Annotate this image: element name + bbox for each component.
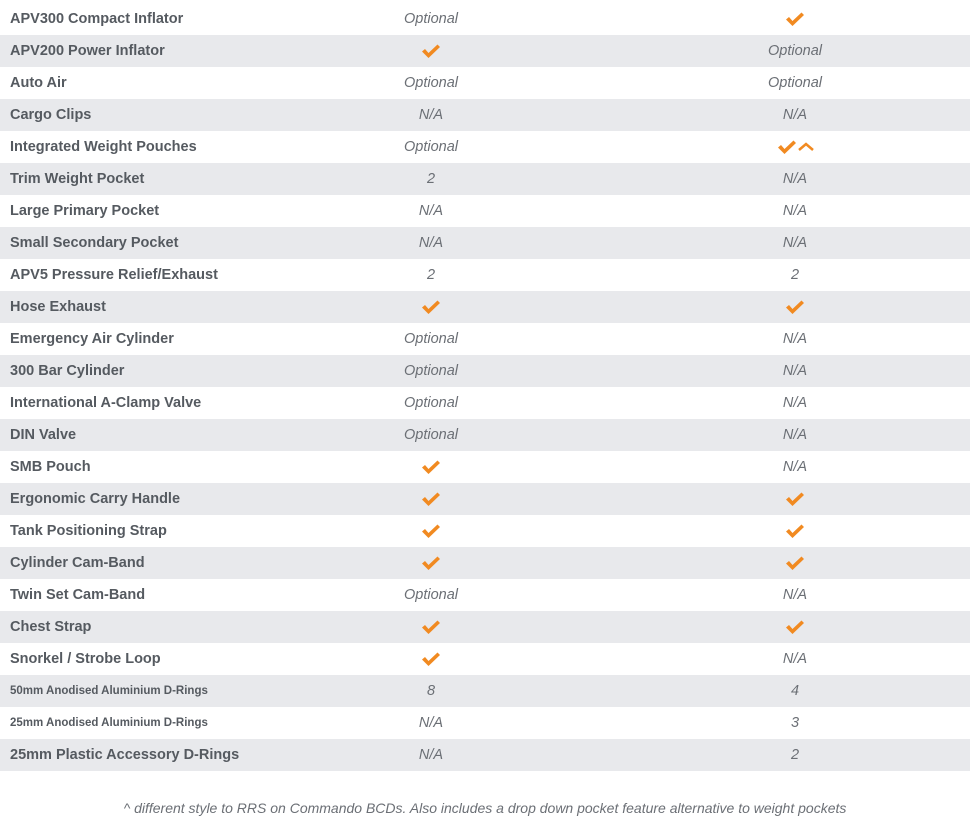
table-row: [0, 35, 970, 67]
table-row: [0, 643, 970, 675]
feature-label: International A-Clamp Valve: [10, 395, 202, 411]
second-column-value: Optional: [767, 43, 822, 59]
feature-label: APV200 Power Inflator: [10, 43, 165, 59]
second-column-value: N/A: [782, 203, 808, 219]
feature-label: Large Primary Pocket: [10, 203, 160, 219]
first-column-value: [330, 523, 532, 539]
feature-label: Cylinder Cam-Band: [10, 555, 145, 571]
second-column-value: N/A: [782, 395, 808, 411]
check-icon: [421, 619, 441, 635]
feature-label: Snorkel / Strobe Loop: [10, 651, 161, 667]
table-row: [0, 707, 970, 739]
second-column-value: N/A: [782, 363, 808, 379]
feature-label: Emergency Air Cylinder: [10, 331, 174, 347]
check-icon: [785, 619, 805, 635]
second-column-value: 2: [790, 747, 800, 763]
second-column-value: [694, 299, 896, 315]
first-column-value: [330, 43, 532, 59]
first-column-value: [330, 619, 532, 635]
feature-label: Ergonomic Carry Handle: [10, 491, 181, 507]
feature-label: Twin Set Cam-Band: [10, 587, 146, 603]
check-icon: [785, 491, 805, 507]
check-icon: [421, 43, 441, 59]
first-column-value: Optional: [403, 139, 458, 155]
second-column-value: N/A: [782, 107, 808, 123]
second-column-value: N/A: [782, 651, 808, 667]
check-icon: [785, 523, 805, 539]
first-column-value: Optional: [403, 11, 458, 27]
feature-label: Hose Exhaust: [10, 299, 106, 315]
second-column-value: Optional: [767, 75, 822, 91]
table-row: [0, 323, 970, 355]
table-row: [0, 451, 970, 483]
first-column-value: [330, 555, 532, 571]
check-icon: [785, 299, 805, 315]
first-column-value: N/A: [418, 715, 444, 731]
second-column-value: N/A: [782, 171, 808, 187]
check-icon: [421, 299, 441, 315]
check-icon: [777, 139, 797, 155]
table-row: [0, 355, 970, 387]
table-row: [0, 227, 970, 259]
check-icon: [421, 523, 441, 539]
first-column-value: [330, 299, 532, 315]
second-column-value: 4: [790, 683, 800, 699]
second-column-value: [694, 11, 896, 27]
table-row: [0, 195, 970, 227]
check-icon: [785, 11, 805, 27]
feature-label: 50mm Anodised Aluminium D-Rings: [10, 685, 208, 697]
second-column-value: 2: [790, 267, 800, 283]
table-row: [0, 675, 970, 707]
second-column-value: N/A: [782, 459, 808, 475]
feature-label: DIN Valve: [10, 427, 77, 443]
check-icon: [785, 555, 805, 571]
first-column-value: [330, 491, 532, 507]
first-column-value: [330, 459, 532, 475]
check-icon: [421, 459, 441, 475]
first-column-value: 2: [426, 171, 436, 187]
table-row: [0, 99, 970, 131]
check-icon: [421, 491, 441, 507]
feature-label: Chest Strap: [10, 619, 92, 635]
first-column-value: Optional: [403, 331, 458, 347]
feature-label: SMB Pouch: [10, 459, 91, 475]
second-column-value: [694, 491, 896, 507]
first-column-value: N/A: [418, 235, 444, 251]
feature-label: APV5 Pressure Relief/Exhaust: [10, 267, 218, 283]
first-column-value: Optional: [403, 75, 458, 91]
feature-label: Small Secondary Pocket: [10, 235, 179, 251]
first-column-value: Optional: [403, 587, 458, 603]
table-row: [0, 131, 970, 163]
second-column-value: N/A: [782, 331, 808, 347]
table-row: [0, 259, 970, 291]
table-row: [0, 739, 970, 771]
footnote: ^ different style to RRS on Commando BCDs. Also includes a drop down pocket feature alternative to weight pockets: [123, 800, 847, 816]
check-icon: [421, 555, 441, 571]
feature-label: Trim Weight Pocket: [10, 171, 145, 187]
feature-comparison-table: [0, 3, 970, 771]
first-column-value: [330, 651, 532, 667]
feature-label: Auto Air: [10, 75, 67, 91]
feature-label: Integrated Weight Pouches: [10, 139, 197, 155]
second-column-value: N/A: [782, 427, 808, 443]
feature-label: Cargo Clips: [10, 107, 92, 123]
second-column-value: N/A: [782, 235, 808, 251]
feature-label: 25mm Plastic Accessory D-Rings: [10, 747, 240, 763]
feature-label: Tank Positioning Strap: [10, 523, 167, 539]
table-row: [0, 3, 970, 35]
first-column-value: 2: [426, 267, 436, 283]
second-column-value: 3: [790, 715, 800, 731]
second-column-value: N/A: [782, 587, 808, 603]
check-icon: [421, 651, 441, 667]
first-column-value: N/A: [418, 203, 444, 219]
first-column-value: Optional: [403, 427, 458, 443]
second-column-value: [694, 619, 896, 635]
table-row: [0, 579, 970, 611]
caret-icon: [798, 142, 814, 152]
second-column-value: [694, 523, 896, 539]
table-row: [0, 387, 970, 419]
table-row: [0, 611, 970, 643]
table-row: [0, 291, 970, 323]
first-column-value: Optional: [403, 395, 458, 411]
table-row: [0, 419, 970, 451]
second-column-value: [694, 555, 896, 571]
first-column-value: N/A: [418, 107, 444, 123]
first-column-value: 8: [426, 683, 436, 699]
table-row: [0, 515, 970, 547]
table-row: [0, 163, 970, 195]
feature-label: 25mm Anodised Aluminium D-Rings: [10, 717, 208, 729]
feature-label: 300 Bar Cylinder: [10, 363, 125, 379]
table-row: [0, 67, 970, 99]
feature-label: APV300 Compact Inflator: [10, 11, 184, 27]
table-row: [0, 483, 970, 515]
second-column-value: [694, 139, 896, 155]
table-row: [0, 547, 970, 579]
first-column-value: Optional: [403, 363, 458, 379]
first-column-value: N/A: [418, 747, 444, 763]
